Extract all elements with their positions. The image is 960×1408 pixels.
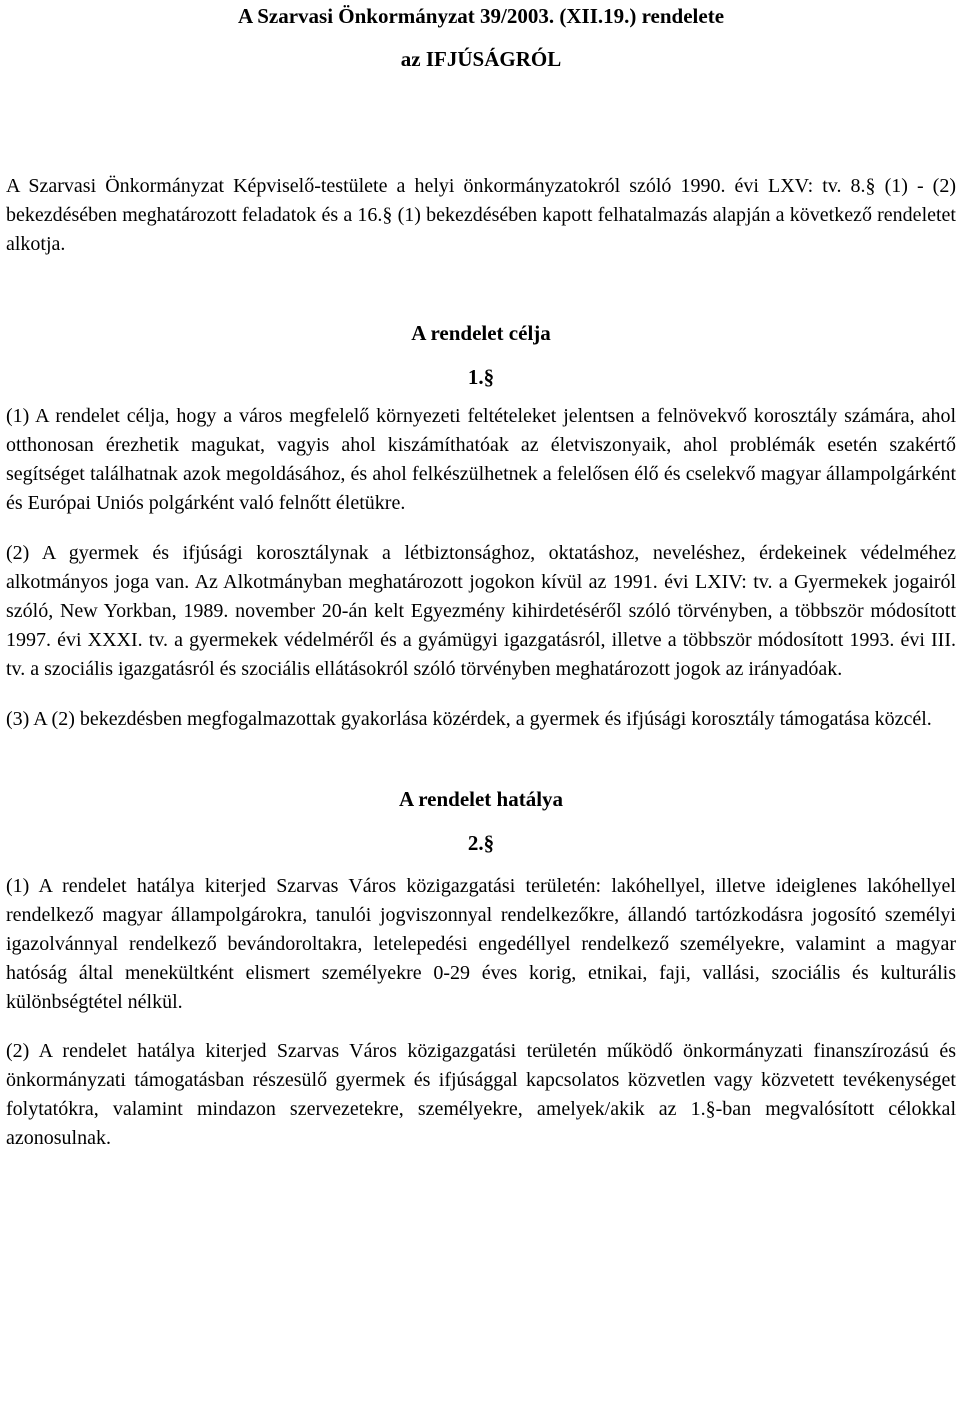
document-subtitle: az IFJÚSÁGRÓL	[400, 47, 562, 71]
paragraph-2-2: (2) A rendelet hatálya kiterjed Szarvas Város közigazgatási területén működő önkormányzati finanszírozású és önkormányzati támogatásban részesülő gyermek és ifjúsággal kapcsolatos közvetlen vagy közvetett tevékenységet folytatókra, valamint mindazon szervezetekre, személyekre, amelyek/akik az 1.§-ban megvalósított célokkal azonosulnak.	[6, 1040, 956, 1149]
document-page	[6, 0, 956, 1153]
section-heading-purpose: A rendelet célja	[411, 321, 551, 345]
paragraph-1-3: (3) A (2) bekezdésben megfogalmazottak gyakorlása közérdek, a gyermek és ifjúsági korosztály támogatása közcél.	[6, 708, 932, 730]
paragraph-2-1: (1) A rendelet hatálya kiterjed Szarvas Város közigazgatási területén: lakóhellyel, illetve ideiglenes lakóhellyel rendelkező magyar állampolgárokra, tanulói jogviszonnyal rendelkezőkre, állandó tartózkodásra jogosító személyi igazolvánnyal rendelkező bevándoroltakra, letelepedési engedéllyel rendelkező személyekre, valamint a magyar hatóság által menekültként elismert személyekre 0-29 éves korig, etnikai, faji, vallási, szociális és kulturális különbségtétel nélkül.	[6, 875, 956, 1013]
document-title: A Szarvasi Önkormányzat 39/2003. (XII.19.) rendelete	[237, 4, 725, 28]
preamble-paragraph: A Szarvasi Önkormányzat Képviselő-testülete a helyi önkormányzatokról szóló 1990. évi LXV: tv. 8.§ (1) - (2) bekezdésében meghatározott feladatok és a 16.§ (1) bekezdésében kapott felhatalmazás alapján a következő rendeletet alkotja.	[6, 175, 956, 255]
paragraph-1-2: (2) A gyermek és ifjúsági korosztálynak a létbiztonsághoz, oktatáshoz, neveléshez, érdekeinek védelméhez alkotmányos joga van. Az Alkotmányban meghatározott jogokon kívül az 1991. évi LXIV: tv. a Gyermekek jogairól szóló, New Yorkban, 1989. november 20-án kelt Egyezmény kihirdetéséről szóló törvényben, a többször módosított 1997. évi XXXI. tv. a gyermekek védelméről és a gyámügyi igazgatásról, illetve a többször módosított 1993. évi III. tv. a szociális igazgatásról és szociális ellátásokról szóló törvényben meghatározott jogok az irányadóak.	[6, 542, 956, 680]
section-heading-scope: A rendelet hatálya	[398, 787, 564, 811]
paragraph-1-1: (1) A rendelet célja, hogy a város megfelelő környezeti feltételeket jelentsen a felnövekvő korosztály számára, ahol otthonosan érezhetik magukat, vagyis ahol kiszámíthatóak az életviszonyaik, ahol problémák esetén szakértő segítséget találhatnak azok megoldásához, és ahol felkészülhetnek a felelősen élő és cselekvő magyar állampolgárként és Európai Uniós polgárként való felnőtt életükre.	[6, 405, 956, 514]
section-number-1: 1.§	[467, 365, 495, 389]
section-number-2: 2.§	[467, 831, 495, 855]
